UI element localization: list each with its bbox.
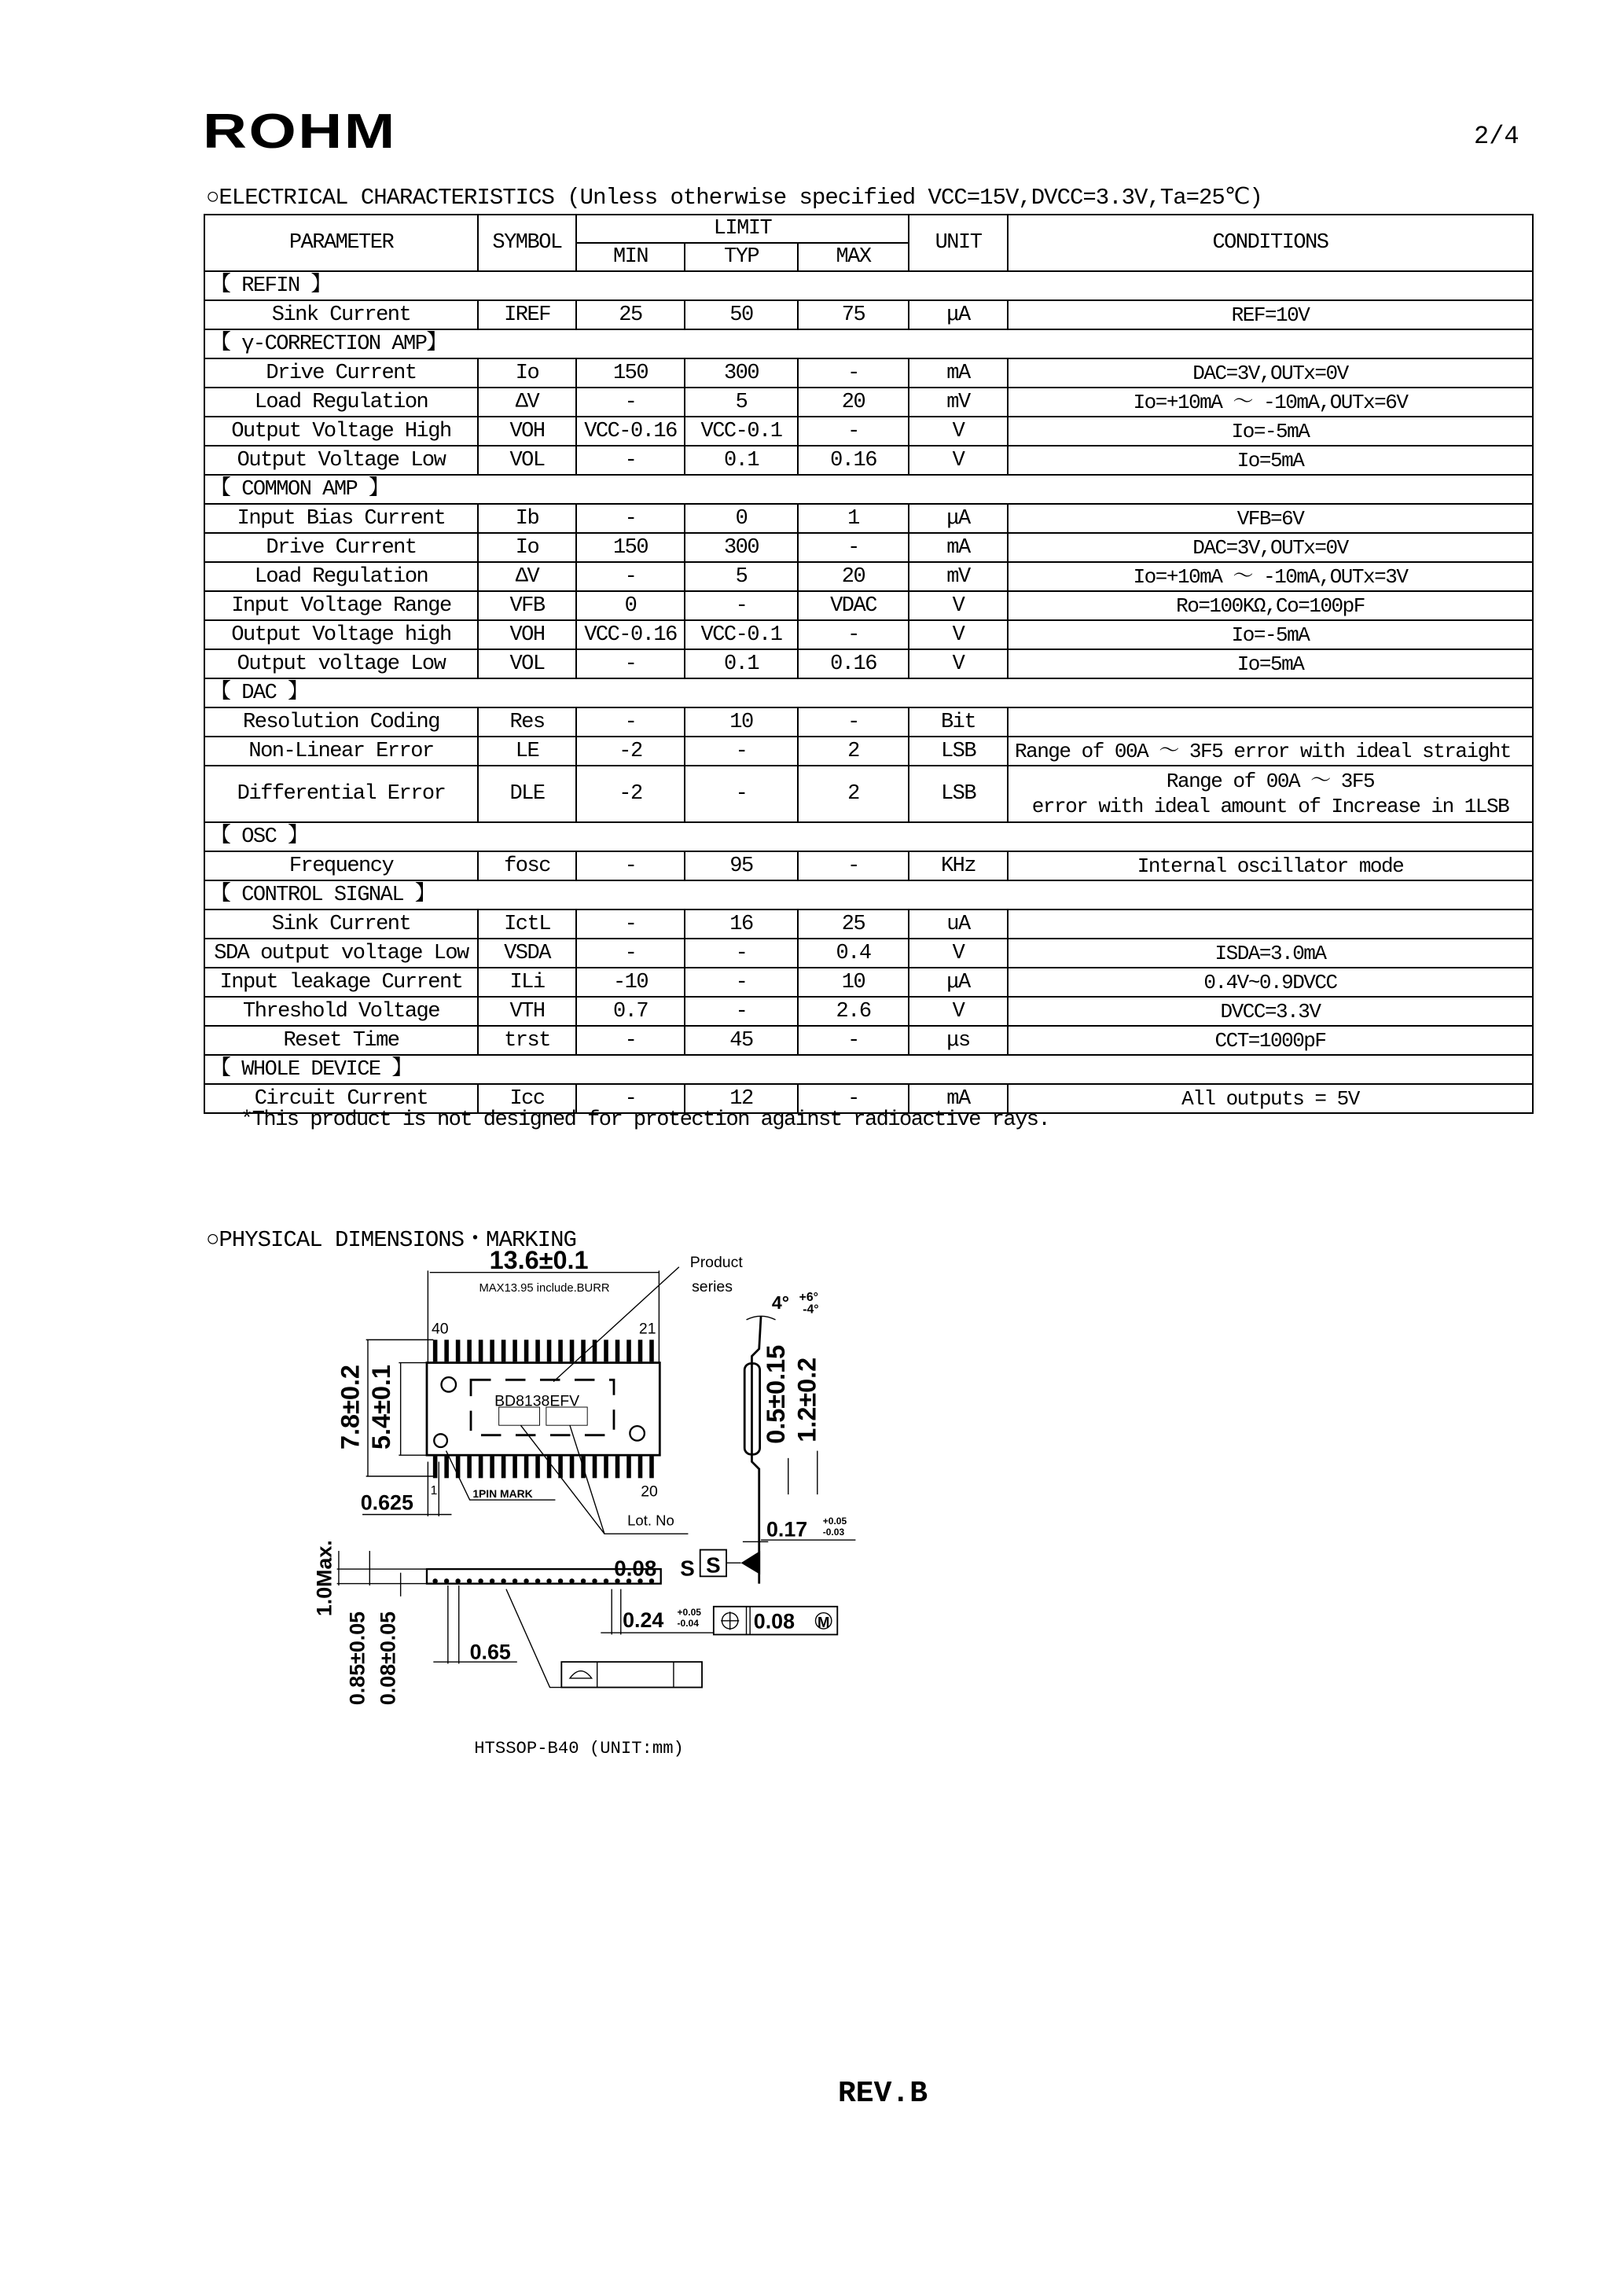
dim-085: 0.85±0.05	[345, 1611, 369, 1706]
package-pin	[615, 1339, 620, 1361]
cell-conditions	[1008, 909, 1533, 939]
cell-typ: 95	[685, 851, 798, 880]
dim-008: 0.08±0.05	[376, 1611, 400, 1706]
cell-typ: -	[685, 968, 798, 997]
pin-mark-label: 1PIN MARK	[472, 1486, 533, 1500]
table-row	[204, 533, 1533, 562]
cell-unit: V	[909, 620, 1008, 649]
package-pin	[467, 1457, 472, 1479]
package-pin-side	[524, 1578, 528, 1583]
cell-typ: -	[685, 591, 798, 620]
package-pin	[626, 1457, 631, 1479]
dim-024: 0.24	[623, 1608, 664, 1633]
cell-conditions: REF=10V	[1008, 300, 1533, 329]
cell-symbol: fosc	[478, 851, 576, 880]
package-pin	[547, 1457, 552, 1479]
package-pin	[479, 1339, 483, 1361]
cell-symbol: VOL	[478, 446, 576, 475]
package-pin-side	[490, 1578, 494, 1583]
package-pin	[456, 1457, 461, 1479]
package-pin	[649, 1457, 654, 1479]
section-title: 【 CONTROL SIGNAL 】	[204, 880, 1533, 909]
package-pin	[502, 1457, 506, 1479]
package-pin-side	[535, 1578, 540, 1583]
cell-min: -	[576, 707, 685, 737]
dim-54: 5.4±0.1	[366, 1365, 395, 1450]
package-pin-side	[592, 1578, 597, 1583]
cell-max: 2.6	[798, 997, 909, 1026]
cell-parameter: Reset Time	[204, 1026, 478, 1055]
table-row	[204, 707, 1533, 737]
col-parameter: PARAMETER	[204, 215, 478, 271]
cell-max: 2	[798, 766, 909, 822]
cell-max: 0.4	[798, 939, 909, 968]
lot-no-label: Lot. No	[627, 1512, 674, 1529]
package-pin	[570, 1457, 575, 1479]
cell-conditions: Range of 00A ～ 3F5 error with ideal straight	[1008, 737, 1533, 766]
table-row	[204, 649, 1533, 678]
cell-conditions: DAC=3V,OUTx=0V	[1008, 533, 1533, 562]
dim-05: 0.5±0.15	[762, 1344, 791, 1444]
table-row	[204, 591, 1533, 620]
package-pin	[581, 1457, 586, 1479]
table-row	[204, 358, 1533, 388]
dim-angle: 4°	[771, 1292, 790, 1314]
cell-conditions	[1008, 766, 1533, 822]
col-limit: LIMIT	[576, 215, 909, 243]
cell-min: -	[576, 504, 685, 533]
cell-max: -	[798, 417, 909, 446]
cell-unit: V	[909, 939, 1008, 968]
cell-min: -10	[576, 968, 685, 997]
cell-unit: V	[909, 417, 1008, 446]
cell-unit: V	[909, 649, 1008, 678]
table-row	[204, 446, 1533, 475]
dim-length: 13.6±0.1	[489, 1246, 589, 1275]
cell-symbol: ILi	[478, 968, 576, 997]
cell-unit: μA	[909, 504, 1008, 533]
cell-unit: LSB	[909, 737, 1008, 766]
cell-unit: μA	[909, 300, 1008, 329]
section-row	[204, 880, 1533, 909]
cell-unit: μA	[909, 968, 1008, 997]
pin-40-label: 40	[432, 1320, 449, 1338]
table-row	[204, 851, 1533, 880]
cell-symbol: Ib	[478, 504, 576, 533]
pin-20-label: 20	[641, 1483, 658, 1501]
table-row	[204, 968, 1533, 997]
col-unit: UNIT	[909, 215, 1008, 271]
section-title: 【 COMMON AMP 】	[204, 475, 1533, 504]
package-pin	[604, 1339, 608, 1361]
section-row	[204, 329, 1533, 358]
flatness-frame	[561, 1662, 702, 1687]
package-pin	[467, 1339, 472, 1361]
cell-typ: 0.1	[685, 649, 798, 678]
cell-max: VDAC	[798, 591, 909, 620]
flatness-datum: S	[680, 1556, 695, 1581]
cell-max: 20	[798, 388, 909, 417]
cell-min: -	[576, 388, 685, 417]
cell-min: -	[576, 562, 685, 591]
section-title: 【 OSC 】	[204, 822, 1533, 851]
cell-symbol: VOL	[478, 649, 576, 678]
cell-typ: 12	[685, 1084, 798, 1113]
cell-max: 1	[798, 504, 909, 533]
pin-1-label: 1	[430, 1484, 438, 1498]
package-pin	[547, 1339, 552, 1361]
package-pin	[444, 1339, 449, 1361]
dim-017: 0.17	[766, 1517, 808, 1542]
cell-parameter: Sink Current	[204, 300, 478, 329]
cell-symbol: VSDA	[478, 939, 576, 968]
package-pin	[604, 1457, 608, 1479]
col-min: MIN	[576, 243, 685, 271]
cell-conditions: DVCC=3.3V	[1008, 997, 1533, 1026]
package-pin	[513, 1339, 517, 1361]
cell-min: -	[576, 909, 685, 939]
table-row	[204, 737, 1533, 766]
cell-unit: mA	[909, 533, 1008, 562]
package-pin-side	[546, 1578, 551, 1583]
table-row	[204, 766, 1533, 822]
cell-symbol: IctL	[478, 909, 576, 939]
cell-max: 10	[798, 968, 909, 997]
pin-21-label: 21	[638, 1320, 656, 1338]
package-pin	[490, 1457, 494, 1479]
cell-typ: VCC-0.1	[685, 620, 798, 649]
table-row	[204, 1026, 1533, 1055]
package-pin	[638, 1457, 643, 1479]
series-label: series	[692, 1277, 733, 1295]
cell-max: -	[798, 533, 909, 562]
cell-parameter: Threshold Voltage	[204, 997, 478, 1026]
dim-0625: 0.625	[360, 1490, 413, 1515]
cell-max: 0.16	[798, 446, 909, 475]
table-row	[204, 939, 1533, 968]
package-pin	[581, 1339, 586, 1361]
cell-conditions: Io=+10mA ～ -10mA,OUTx=3V	[1008, 562, 1533, 591]
cell-parameter: Drive Current	[204, 533, 478, 562]
cell-parameter: Frequency	[204, 851, 478, 880]
cell-symbol: VOH	[478, 417, 576, 446]
section-row	[204, 1055, 1533, 1084]
cell-max: -	[798, 851, 909, 880]
cell-symbol: ΔV	[478, 388, 576, 417]
cell-conditions: DAC=3V,OUTx=0V	[1008, 358, 1533, 388]
angle-tol-minus: -4°	[803, 1303, 819, 1317]
cell-conditions: ISDA=3.0mA	[1008, 939, 1533, 968]
cell-unit: V	[909, 446, 1008, 475]
cell-parameter: Differential Error	[204, 766, 478, 822]
package-pin	[615, 1457, 620, 1479]
cell-typ: 50	[685, 300, 798, 329]
package-pin-side	[478, 1578, 483, 1583]
cell-min: 0	[576, 591, 685, 620]
cell-unit: Bit	[909, 707, 1008, 737]
cell-symbol: VOH	[478, 620, 576, 649]
section-title: 【 REFIN 】	[204, 271, 1533, 300]
package-pin-side	[432, 1578, 437, 1583]
col-typ: TYP	[685, 243, 798, 271]
revision-label: REV.B	[838, 2077, 928, 2111]
cell-conditions: Ro=100KΩ,Co=100pF	[1008, 591, 1533, 620]
cell-symbol: VFB	[478, 591, 576, 620]
table-row	[204, 417, 1533, 446]
cell-conditions: Internal oscillator mode	[1008, 851, 1533, 880]
w024-tol-minus: -0.04	[677, 1617, 699, 1629]
cell-max: -	[798, 1026, 909, 1055]
cell-conditions: VFB=6V	[1008, 504, 1533, 533]
flatness-value: 0.08	[614, 1556, 657, 1581]
rohm-logo: ROHM	[203, 105, 397, 159]
cell-parameter: Output voltage Low	[204, 649, 478, 678]
cell-symbol: LE	[478, 737, 576, 766]
cell-min: -	[576, 851, 685, 880]
cell-conditions: CCT=1000pF	[1008, 1026, 1533, 1055]
cell-typ: 300	[685, 533, 798, 562]
cell-conditions: Io=+10mA ～ -10mA,OUTx=6V	[1008, 388, 1533, 417]
cell-unit: mA	[909, 1084, 1008, 1113]
cell-typ: 0	[685, 504, 798, 533]
product-label: Product	[689, 1253, 743, 1271]
cell-max: -	[798, 358, 909, 388]
section-row	[204, 822, 1533, 851]
cell-max: -	[798, 620, 909, 649]
cell-symbol: trst	[478, 1026, 576, 1055]
cell-parameter: Input Voltage Range	[204, 591, 478, 620]
cell-max: 20	[798, 562, 909, 591]
section-row	[204, 475, 1533, 504]
cell-symbol: Res	[478, 707, 576, 737]
package-pin	[638, 1339, 643, 1361]
package-pin	[479, 1457, 483, 1479]
cell-max: -	[798, 707, 909, 737]
position-value: 0.08	[753, 1609, 795, 1633]
package-pin	[513, 1457, 517, 1479]
cell-conditions: Io=5mA	[1008, 446, 1533, 475]
package-pin	[558, 1457, 563, 1479]
cell-typ: VCC-0.1	[685, 417, 798, 446]
package-drawing	[299, 1211, 865, 1777]
package-pin	[593, 1457, 597, 1479]
datum-s: S	[706, 1553, 721, 1578]
cell-max: 75	[798, 300, 909, 329]
condition-line: Range of 00A ～ 3F5	[1166, 770, 1375, 793]
condition-line: error with ideal amount of Increase in 1LSB	[1031, 795, 1509, 818]
cell-unit: KHz	[909, 851, 1008, 880]
cell-min: -	[576, 1084, 685, 1113]
cell-max: 25	[798, 909, 909, 939]
package-pin-side	[467, 1578, 472, 1583]
cell-min: VCC-0.16	[576, 417, 685, 446]
cell-unit: mA	[909, 358, 1008, 388]
package-pin	[490, 1339, 494, 1361]
cell-symbol: IREF	[478, 300, 576, 329]
cell-min: -	[576, 446, 685, 475]
page-number: 2/4	[1474, 122, 1519, 151]
cell-typ: 0.1	[685, 446, 798, 475]
cell-typ: 5	[685, 388, 798, 417]
cell-min: 25	[576, 300, 685, 329]
section-title: 【 DAC 】	[204, 678, 1533, 707]
package-pin-side	[569, 1578, 574, 1583]
package-pin	[535, 1457, 540, 1479]
dim-10max: 1.0Max.	[312, 1540, 336, 1617]
angle-tol-plus: +6°	[799, 1290, 818, 1304]
table-row	[204, 388, 1533, 417]
cell-typ: 45	[685, 1026, 798, 1055]
cell-min: -	[576, 649, 685, 678]
table-row	[204, 997, 1533, 1026]
cell-conditions: Io=-5mA	[1008, 417, 1533, 446]
dim-12: 1.2±0.2	[792, 1357, 821, 1442]
dim-78: 7.8±0.2	[336, 1365, 365, 1450]
cell-unit: uA	[909, 909, 1008, 939]
package-pin	[593, 1339, 597, 1361]
package-pin	[558, 1339, 563, 1361]
col-max: MAX	[798, 243, 909, 271]
burr-note: MAX13.95 include.BURR	[479, 1281, 610, 1295]
package-pin-side	[501, 1578, 505, 1583]
package-pin-side	[581, 1578, 586, 1583]
cell-symbol: Icc	[478, 1084, 576, 1113]
cell-unit: mV	[909, 562, 1008, 591]
lead-tol-plus: +0.05	[822, 1516, 847, 1527]
table-row	[204, 300, 1533, 329]
package-pin	[649, 1339, 654, 1361]
cell-unit: LSB	[909, 766, 1008, 822]
package-pin-side	[558, 1578, 563, 1583]
cell-conditions: Io=-5mA	[1008, 620, 1533, 649]
package-pin	[433, 1339, 438, 1361]
package-pin	[524, 1457, 529, 1479]
cell-max: -	[798, 1084, 909, 1113]
cell-min: 150	[576, 358, 685, 388]
cell-conditions: Io=5mA	[1008, 649, 1533, 678]
cell-min: -	[576, 939, 685, 968]
cell-parameter: Drive Current	[204, 358, 478, 388]
cell-typ: -	[685, 939, 798, 968]
cell-min: 150	[576, 533, 685, 562]
cell-parameter: Resolution Coding	[204, 707, 478, 737]
marking-text: BD8138EFV	[494, 1392, 580, 1410]
table-row	[204, 504, 1533, 533]
cell-typ: 5	[685, 562, 798, 591]
cell-typ: -	[685, 737, 798, 766]
cell-unit: μs	[909, 1026, 1008, 1055]
cell-symbol: VTH	[478, 997, 576, 1026]
package-pin	[433, 1457, 438, 1479]
cell-conditions	[1008, 707, 1533, 737]
package-pin	[570, 1339, 575, 1361]
cell-min: -2	[576, 737, 685, 766]
cell-parameter: Sink Current	[204, 909, 478, 939]
cell-max: 0.16	[798, 649, 909, 678]
lead-tol-minus: -0.03	[822, 1527, 845, 1538]
cell-parameter: Output Voltage High	[204, 417, 478, 446]
cell-parameter: Circuit Current	[204, 1084, 478, 1113]
package-pin-side	[444, 1578, 449, 1583]
package-pin	[444, 1457, 449, 1479]
cell-min: -2	[576, 766, 685, 822]
package-name: HTSSOP-B40 (UNIT:mm)	[474, 1738, 684, 1758]
cell-symbol: ΔV	[478, 562, 576, 591]
package-pin	[456, 1339, 461, 1361]
cell-symbol: Io	[478, 358, 576, 388]
cell-max: 2	[798, 737, 909, 766]
cell-conditions: All outputs = 5V	[1008, 1084, 1533, 1113]
electrical-characteristics-table	[204, 214, 1534, 1114]
cell-parameter: Load Regulation	[204, 388, 478, 417]
cell-typ: -	[685, 997, 798, 1026]
section-row	[204, 271, 1533, 300]
cell-typ: -	[685, 766, 798, 822]
col-symbol: SYMBOL	[478, 215, 576, 271]
table-row	[204, 620, 1533, 649]
cell-typ: 16	[685, 909, 798, 939]
cell-min: -	[576, 1026, 685, 1055]
cell-typ: 300	[685, 358, 798, 388]
package-pin	[535, 1339, 540, 1361]
package-pin-side	[604, 1578, 608, 1583]
package-pin	[626, 1339, 631, 1361]
package-pin	[502, 1339, 506, 1361]
w024-tol-plus: +0.05	[677, 1606, 701, 1618]
cell-symbol: DLE	[478, 766, 576, 822]
cell-parameter: Output Voltage high	[204, 620, 478, 649]
cell-parameter: SDA output voltage Low	[204, 939, 478, 968]
section-row	[204, 678, 1533, 707]
cell-parameter: Output Voltage Low	[204, 446, 478, 475]
cell-parameter: Input leakage Current	[204, 968, 478, 997]
package-pin-side	[513, 1578, 517, 1583]
cell-parameter: Non-Linear Error	[204, 737, 478, 766]
cell-parameter: Input Bias Current	[204, 504, 478, 533]
section-title: 【 WHOLE DEVICE 】	[204, 1055, 1533, 1084]
dim-pitch: 0.65	[469, 1640, 511, 1664]
col-conditions: CONDITIONS	[1008, 215, 1533, 271]
cell-symbol: Io	[478, 533, 576, 562]
package-pin-side	[455, 1578, 460, 1583]
cell-min: VCC-0.16	[576, 620, 685, 649]
physical-dimensions-title: ○PHYSICAL DIMENSIONS・MARKING	[206, 1227, 576, 1253]
cell-typ: 10	[685, 707, 798, 737]
mmc-symbol: M	[817, 1614, 830, 1631]
electrical-characteristics-title: ○ELECTRICAL CHARACTERISTICS (Unless otherwise specified VCC=15V,DVCC=3.3V,Ta=25℃)	[206, 185, 1262, 211]
table-header-row	[204, 215, 1533, 243]
section-title: 【 γ-CORRECTION AMP】	[204, 329, 1533, 358]
cell-unit: V	[909, 591, 1008, 620]
cell-parameter: Load Regulation	[204, 562, 478, 591]
cell-unit: V	[909, 997, 1008, 1026]
table-row	[204, 909, 1533, 939]
cell-unit: mV	[909, 388, 1008, 417]
radiation-note: *This product is not designed for protection against radioactive rays.	[241, 1108, 1050, 1132]
cell-min: 0.7	[576, 997, 685, 1026]
cell-conditions: 0.4V~0.9DVCC	[1008, 968, 1533, 997]
package-pin	[524, 1339, 529, 1361]
table-row	[204, 562, 1533, 591]
